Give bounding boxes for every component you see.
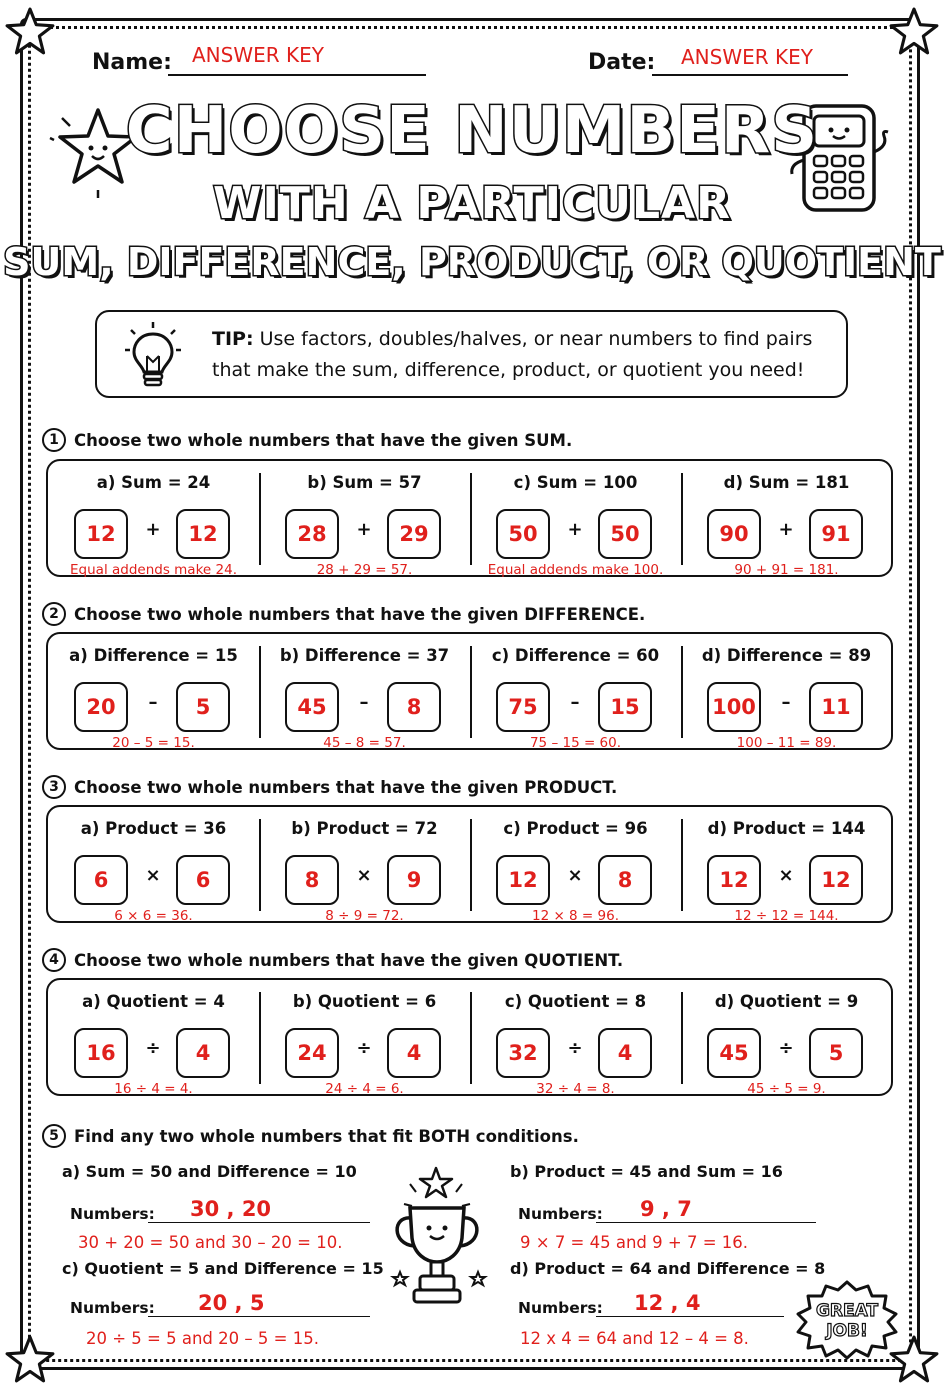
problem-label: b) Product = 72 [291, 819, 438, 838]
answer-box-first[interactable]: 20 [74, 682, 128, 732]
problem-label: c) Sum = 100 [513, 473, 638, 492]
answer-note: 12 × 8 = 96. [531, 908, 620, 924]
answer-box-second[interactable]: 4 [176, 1028, 230, 1078]
great-job-badge [788, 1276, 906, 1362]
answer-box-second[interactable]: 5 [176, 682, 230, 732]
answer-box-second[interactable]: 8 [387, 682, 441, 732]
problem-cell [681, 634, 892, 751]
section-2-heading [42, 602, 645, 626]
answer-note: 16 ÷ 4 = 4. [114, 1081, 193, 1097]
section-2-panel [46, 632, 893, 750]
answer-box-first[interactable]: 12 [707, 855, 761, 905]
problem-cell [48, 634, 259, 751]
problem-cell [681, 461, 892, 578]
corner-star-icon [4, 1334, 56, 1386]
answer-note: 8 ÷ 9 = 72. [325, 908, 404, 924]
problem-label: d) Quotient = 9 [714, 992, 859, 1011]
operator-sign: + [778, 519, 794, 540]
answer-box-first[interactable]: 28 [285, 509, 339, 559]
problem-label: b) Sum = 57 [307, 473, 422, 492]
trophy-mascot-icon [384, 1162, 500, 1312]
answer-box-first[interactable]: 16 [74, 1028, 128, 1078]
operator-sign: ÷ [145, 1038, 161, 1059]
answer-box-second[interactable]: 6 [176, 855, 230, 905]
badge-line-2: JOB! [826, 1321, 868, 1341]
answer-note: 24 ÷ 4 = 6. [325, 1081, 404, 1097]
operator-sign: × [778, 865, 794, 886]
section-3-heading [42, 775, 617, 799]
problem-cell [259, 807, 470, 924]
answer-box-second[interactable]: 5 [809, 1028, 863, 1078]
problem-5b-label: b) Product = 45 and Sum = 16 [510, 1162, 783, 1181]
problem-5d-label: d) Product = 64 and Difference = 8 [510, 1259, 826, 1278]
answer-box-second[interactable]: 8 [598, 855, 652, 905]
answer-box-second[interactable]: 29 [387, 509, 441, 559]
problem-cell [48, 461, 259, 578]
equation-5c: 20 ÷ 5 = 5 and 20 – 5 = 15. [86, 1329, 319, 1348]
equation-5d: 12 x 4 = 64 and 12 – 4 = 8. [520, 1329, 749, 1348]
problem-5a-label: a) Sum = 50 and Difference = 10 [62, 1162, 357, 1181]
answer-5c: 20 , 5 [198, 1291, 265, 1315]
answer-box-first[interactable]: 45 [707, 1028, 761, 1078]
answer-box-second[interactable]: 12 [809, 855, 863, 905]
date-label: Date: [588, 50, 656, 75]
equation-5a: 30 + 20 = 50 and 30 – 20 = 10. [78, 1233, 343, 1252]
problem-label: d) Sum = 181 [723, 473, 850, 492]
answer-box-second[interactable]: 12 [176, 509, 230, 559]
answer-box-second[interactable]: 15 [598, 682, 652, 732]
problem-label: c) Difference = 60 [491, 646, 660, 665]
operator-sign: ÷ [356, 1038, 372, 1059]
answer-note: 90 + 91 = 181. [734, 562, 839, 578]
problem-label: b) Difference = 37 [279, 646, 450, 665]
answer-field-5d[interactable] [596, 1316, 784, 1317]
problem-label: a) Difference = 15 [69, 646, 238, 665]
section-1-heading [42, 428, 572, 452]
problem-label: c) Product = 96 [503, 819, 648, 838]
answer-note: 28 + 29 = 57. [316, 562, 413, 578]
problem-cell [48, 807, 259, 924]
title-line-1: CHOOSE NUMBERS [125, 94, 819, 168]
answer-field-5a[interactable] [148, 1222, 370, 1223]
operator-sign: – [570, 692, 580, 713]
answer-note: 32 ÷ 4 = 8. [536, 1081, 615, 1097]
answer-box-second[interactable]: 50 [598, 509, 652, 559]
answer-box-first[interactable]: 8 [285, 855, 339, 905]
section-5-heading [42, 1124, 579, 1148]
answer-note: Equal addends make 100. [487, 562, 664, 578]
problem-cell [681, 807, 892, 924]
problem-cell [259, 980, 470, 1097]
problem-label: b) Quotient = 6 [292, 992, 437, 1011]
corner-star-icon [4, 6, 56, 58]
answer-box-second[interactable]: 4 [598, 1028, 652, 1078]
section-number: 1 [42, 428, 66, 452]
problem-cell [259, 634, 470, 751]
problem-label: c) Quotient = 8 [504, 992, 647, 1011]
section-number: 5 [42, 1124, 66, 1148]
operator-sign: – [148, 692, 158, 713]
answer-box-first[interactable]: 6 [74, 855, 128, 905]
name-value: ANSWER KEY [192, 43, 324, 67]
section-number: 2 [42, 602, 66, 626]
answer-box-first[interactable]: 32 [496, 1028, 550, 1078]
date-value: ANSWER KEY [681, 45, 813, 69]
section-prompt: Choose two whole numbers that have the given SUM. [74, 430, 573, 450]
operator-sign: ÷ [778, 1038, 794, 1059]
answer-note: 75 – 15 = 60. [529, 735, 622, 751]
answer-note: 20 – 5 = 15. [112, 735, 195, 751]
numbers-label: Numbers: [518, 1205, 603, 1223]
section-prompt: Find any two whole numbers that fit BOTH conditions. [74, 1126, 579, 1146]
section-number: 4 [42, 948, 66, 972]
answer-box-first[interactable]: 45 [285, 682, 339, 732]
problem-cell [470, 634, 681, 751]
problem-label: d) Product = 144 [707, 819, 866, 838]
problem-label: a) Product = 36 [80, 819, 227, 838]
operator-sign: – [781, 692, 791, 713]
answer-note: 45 ÷ 5 = 9. [747, 1081, 826, 1097]
tip-box [95, 310, 848, 398]
answer-field-5c[interactable] [148, 1316, 370, 1317]
name-field[interactable] [168, 74, 426, 76]
name-label: Name: [92, 50, 172, 75]
answer-5d: 12 , 4 [634, 1291, 701, 1315]
problem-cell [259, 461, 470, 578]
operator-sign: + [145, 519, 161, 540]
tip-text [212, 324, 832, 386]
operator-sign: + [356, 519, 372, 540]
operator-sign: ÷ [567, 1038, 583, 1059]
tip-label: TIP: [212, 328, 254, 350]
operator-sign: + [567, 519, 583, 540]
problem-label: a) Quotient = 4 [82, 992, 225, 1011]
section-prompt: Choose two whole numbers that have the given DIFFERENCE. [74, 604, 646, 624]
tip-body: Use factors, doubles/halves, or near numbers to find pairs that make the sum, difference, product, or quotient you need! [212, 328, 813, 381]
answer-box-first[interactable]: 90 [707, 509, 761, 559]
equation-5b: 9 × 7 = 45 and 9 + 7 = 16. [520, 1233, 749, 1252]
numbers-label: Numbers: [518, 1299, 603, 1317]
problem-cell [48, 980, 259, 1097]
answer-box-second[interactable]: 4 [387, 1028, 441, 1078]
answer-note: 6 × 6 = 36. [114, 908, 193, 924]
numbers-label: Numbers: [70, 1205, 155, 1223]
section-3-panel [46, 805, 893, 923]
numbers-label: Numbers: [70, 1299, 155, 1317]
answer-box-second[interactable]: 91 [809, 509, 863, 559]
section-prompt: Choose two whole numbers that have the given PRODUCT. [74, 777, 618, 797]
answer-note: 45 – 8 = 57. [323, 735, 406, 751]
section-prompt: Choose two whole numbers that have the given QUOTIENT. [74, 950, 624, 970]
problem-label: a) Sum = 24 [96, 473, 211, 492]
operator-sign: × [567, 865, 583, 886]
badge-line-1: GREAT [815, 1301, 879, 1321]
answer-5b: 9 , 7 [640, 1197, 692, 1221]
lightbulb-icon [123, 320, 183, 392]
answer-box-second[interactable]: 11 [809, 682, 863, 732]
answer-field-5b[interactable] [596, 1222, 816, 1223]
operator-sign: × [145, 865, 161, 886]
section-4-heading [42, 948, 623, 972]
answer-5a: 30 , 20 [190, 1197, 272, 1221]
answer-box-first[interactable]: 12 [74, 509, 128, 559]
problem-cell [470, 807, 681, 924]
answer-box-first[interactable]: 50 [496, 509, 550, 559]
problem-cell [681, 980, 892, 1097]
problem-cell [470, 461, 681, 578]
problem-cell [470, 980, 681, 1097]
problem-label: d) Difference = 89 [701, 646, 872, 665]
title-line-2: WITH A PARTICULAR [213, 178, 731, 229]
answer-note: Equal addends make 24. [70, 562, 237, 578]
answer-box-first[interactable]: 24 [285, 1028, 339, 1078]
corner-star-icon [888, 6, 940, 58]
answer-note: 12 ÷ 12 = 144. [734, 908, 839, 924]
section-4-panel [46, 978, 893, 1096]
date-field[interactable] [652, 74, 848, 76]
problem-5c-label: c) Quotient = 5 and Difference = 15 [62, 1259, 384, 1278]
title-line-3: SUM, DIFFERENCE, PRODUCT, OR QUOTIENT [3, 240, 941, 284]
answer-box-first[interactable]: 75 [496, 682, 550, 732]
operator-sign: – [359, 692, 369, 713]
section-number: 3 [42, 775, 66, 799]
section-1-panel [46, 459, 893, 577]
answer-box-first[interactable]: 100 [707, 682, 761, 732]
answer-note: 100 – 11 = 89. [736, 735, 837, 751]
answer-box-first[interactable]: 12 [496, 855, 550, 905]
answer-box-second[interactable]: 9 [387, 855, 441, 905]
operator-sign: × [356, 865, 372, 886]
